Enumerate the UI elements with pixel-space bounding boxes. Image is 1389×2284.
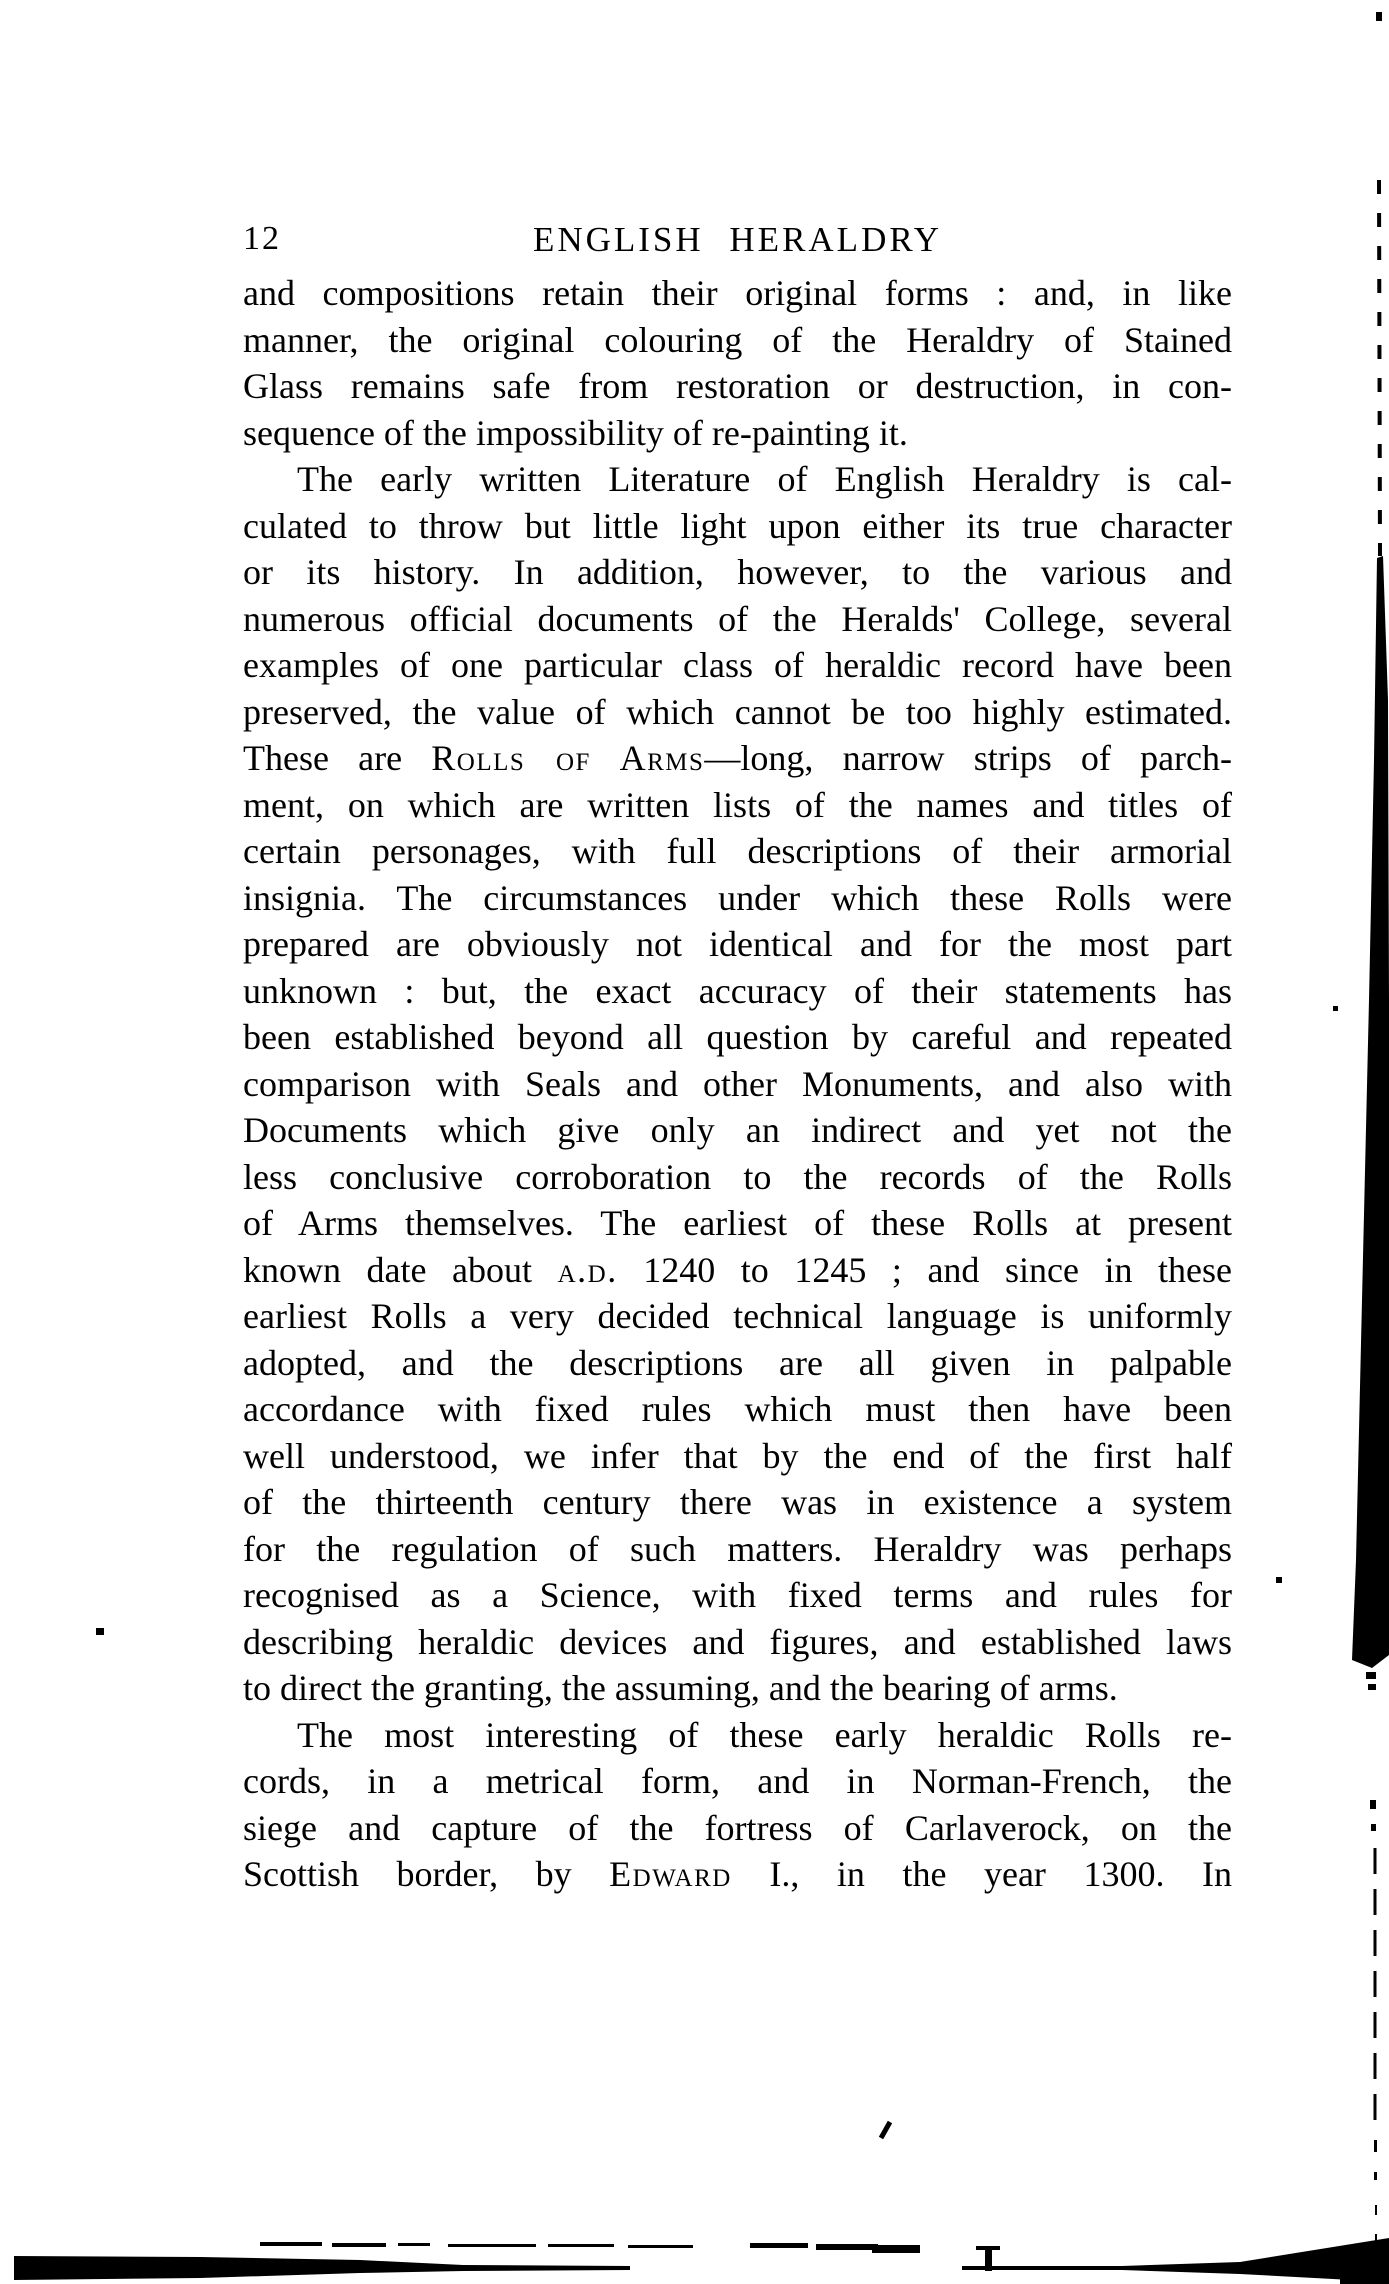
paragraph <box>243 270 1232 456</box>
text-line: sequence of the impossibility of re-painting it. <box>243 412 908 453</box>
bottom-smudge <box>750 2243 808 2248</box>
text-line: well understood, we infer that by the end of the first half <box>243 1435 1232 1476</box>
text-line: comparison with Seals and other Monuments, and also with <box>243 1063 1232 1104</box>
bottom-smudge <box>816 2244 878 2250</box>
paragraph <box>243 1712 1232 1898</box>
text-line: recognised as a Science, with fixed terms and rules for <box>243 1575 1232 1615</box>
bottom-dash <box>332 2243 386 2247</box>
text-line: of the thirteenth century there was in existence a system <box>243 1482 1232 1522</box>
speck <box>1276 1577 1282 1583</box>
text-line: earliest Rolls a very decided technical language is uniformly <box>243 1296 1232 1336</box>
text-line: siege and capture of the fortress of Carlaverock, on the <box>243 1807 1232 1848</box>
bottom-dash <box>548 2244 614 2247</box>
gutter-mark <box>1374 2140 1377 2152</box>
text-line: manner, the original colouring of the Heraldry of Stained <box>243 319 1232 360</box>
gutter-band <box>1352 556 1389 1668</box>
speck <box>1376 12 1382 21</box>
text-line: accordance with fixed rules which must then have been <box>243 1389 1232 1429</box>
text-line: ment, on which are written lists of the names and titles of <box>243 784 1232 825</box>
t-mark <box>985 2250 992 2271</box>
text-line: These are Rolls of Arms—long, narrow strips of parch- <box>243 738 1232 778</box>
text-line: and compositions retain their original forms : and, in like <box>243 273 1232 313</box>
text-line: unknown : but, the exact accuracy of their statements has <box>243 970 1232 1011</box>
gutter-mark <box>1375 2205 1377 2215</box>
text-line: known date about a.d. 1240 to 1245 ; and since in these <box>243 1249 1233 1290</box>
speck <box>96 1628 104 1635</box>
text-line: less conclusive corroboration to the records of the Rolls <box>243 1156 1232 1197</box>
gutter-mark <box>1374 2172 1377 2180</box>
small-caps-text: a.d. <box>557 1249 618 1290</box>
text-block <box>243 270 1232 1898</box>
text-line: The most interesting of these early heraldic Rolls re- <box>297 1714 1232 1755</box>
page-number: 12 <box>243 220 281 257</box>
text-line: culated to throw but little light upon either its true character <box>243 505 1232 546</box>
text-line: certain personages, with full descriptions of their armorial <box>243 831 1232 871</box>
text-line: been established beyond all question by careful and repeated <box>243 1017 1232 1057</box>
running-title: ENGLISH HERALDRY <box>532 220 943 259</box>
bottom-dash <box>260 2242 322 2246</box>
gutter-dashed-line-upper <box>1379 180 1380 556</box>
text-line: or its history. In addition, however, to the various and <box>243 552 1232 592</box>
small-caps-text: Rolls of Arms <box>431 738 705 778</box>
gutter-mark <box>1375 2234 1377 2242</box>
bottom-dash <box>628 2245 693 2248</box>
t-mark <box>976 2246 1000 2250</box>
text-line: Glass remains safe from restoration or destruction, in con- <box>243 366 1232 406</box>
speck <box>1333 1006 1338 1011</box>
bottom-rule <box>962 2266 1265 2270</box>
bottom-smudge <box>872 2245 920 2253</box>
text-line: examples of one particular class of heraldic record have been <box>243 645 1232 685</box>
paragraph <box>243 456 1232 1712</box>
text-line: preserved, the value of which cannot be too highly estimated. <box>243 691 1232 732</box>
text-line: for the regulation of such matters. Heraldry was perhaps <box>243 1528 1232 1569</box>
bottom-right-corner <box>1340 2270 1389 2284</box>
gutter-mark <box>1371 1824 1376 1831</box>
gutter-mark <box>1368 1684 1376 1690</box>
bottom-dash <box>448 2244 536 2247</box>
text-line: numerous official documents of the Heralds' College, several <box>243 598 1232 639</box>
gutter-mark <box>1366 1672 1376 1679</box>
small-caps-text: Edward <box>609 1854 732 1894</box>
text-line: insignia. The circumstances under which these Rolls were <box>243 877 1232 918</box>
text-line: of Arms themselves. The earliest of these Rolls at present <box>243 1203 1232 1243</box>
text-line: cords, in a metrical form, and in Norman-French, the <box>243 1761 1232 1801</box>
text-line: describing heraldic devices and figures, and established laws <box>243 1621 1232 1662</box>
text-line: Scottish border, by Edward I., in the year 1300. In <box>243 1854 1233 1894</box>
text-line: The early written Literature of English Heraldry is cal- <box>297 459 1232 499</box>
text-line: to direct the granting, the assuming, and the bearing of arms. <box>243 1668 1118 1708</box>
gutter-mark <box>1370 1800 1376 1809</box>
text-line: prepared are obviously not identical and for the most part <box>243 924 1232 964</box>
text-line: Documents which give only an indirect and yet not the <box>243 1110 1232 1150</box>
bottom-left-wedge <box>14 2256 630 2280</box>
speck-slash <box>881 2122 890 2138</box>
bottom-right-wedge <box>1122 2238 1389 2282</box>
text-line: adopted, and the descriptions are all given in palpable <box>243 1342 1232 1383</box>
running-header <box>243 220 1232 264</box>
bottom-dash <box>398 2243 430 2246</box>
